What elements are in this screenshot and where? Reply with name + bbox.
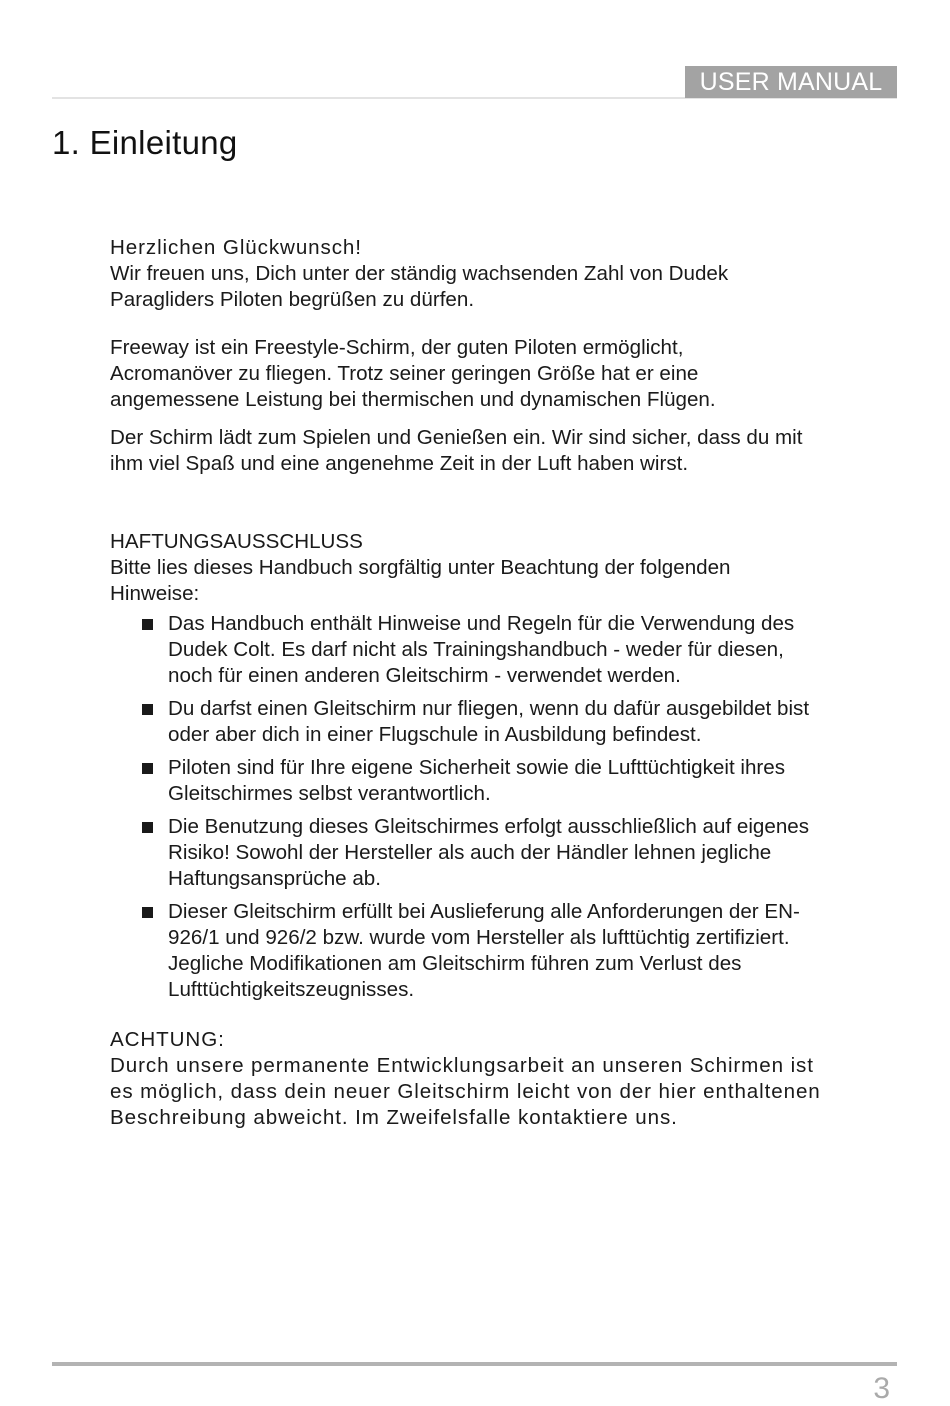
fun-line: Der Schirm lädt zum Spielen und Genießen ein. Wir sind sicher, dass du mit <box>110 426 803 449</box>
page-number: 3 <box>873 1372 890 1405</box>
welcome-paragraph <box>110 235 900 313</box>
square-bullet-icon <box>142 763 153 774</box>
square-bullet-icon <box>142 704 153 715</box>
square-bullet-icon <box>142 822 153 833</box>
fun-paragraph <box>110 425 900 477</box>
list-item-line: Die Benutzung dieses Gleitschirmes erfolgt ausschließlich auf eigenes <box>168 815 810 838</box>
intro-paragraph <box>110 335 900 413</box>
list-item-line: Haftungsansprüche ab. <box>168 867 381 890</box>
intro-line: angemessene Leistung bei thermischen und dynamischen Flügen. <box>110 388 716 411</box>
footer-divider <box>52 1362 897 1366</box>
list-item <box>110 899 900 1003</box>
fun-line: ihm viel Spaß und eine angenehme Zeit in der Luft haben wirst. <box>110 452 689 475</box>
disclaimer-line: Bitte lies dieses Handbuch sorgfältig unter Beachtung der folgenden <box>110 556 731 579</box>
manual-badge: USER MANUAL <box>685 66 897 98</box>
warning-line: Beschreibung abweicht. Im Zweifelsfalle kontaktiere uns. <box>110 1106 678 1129</box>
page-title: 1. Einleitung <box>52 124 238 161</box>
list-item-line: Jegliche Modifikationen am Gleitschirm führen zum Verlust des <box>168 952 742 975</box>
square-bullet-icon <box>142 619 153 630</box>
main-content <box>110 235 900 1131</box>
intro-line: Freeway ist ein Freestyle-Schirm, der guten Piloten ermöglicht, <box>110 336 684 359</box>
disclaimer-paragraph <box>110 529 900 607</box>
list-item <box>110 696 900 748</box>
disclaimer-list <box>110 611 900 1003</box>
list-item-line: Dudek Colt. Es darf nicht als Trainingshandbuch - weder für diesen, <box>168 638 784 661</box>
list-item-line: Lufttüchtigkeitszeugnisses. <box>168 978 415 1001</box>
warning-line: es möglich, dass dein neuer Gleitschirm leicht von der hier enthaltenen <box>110 1080 821 1103</box>
intro-line: Acromanöver zu fliegen. Trotz seiner geringen Größe hat er eine <box>110 362 699 385</box>
list-item <box>110 755 900 807</box>
list-item-line: oder aber dich in einer Flugschule in Ausbildung befindest. <box>168 723 702 746</box>
list-item-line: Dieser Gleitschirm erfüllt bei Auslieferung alle Anforderungen der EN- <box>168 900 800 923</box>
list-item <box>110 814 900 892</box>
list-item-line: Gleitschirmes selbst verantwortlich. <box>168 782 491 805</box>
list-item-line: noch für einen anderen Gleitschirm - verwendet werden. <box>168 664 681 687</box>
welcome-line: Paragliders Piloten begrüßen zu dürfen. <box>110 288 475 311</box>
list-item-line: Risiko! Sowohl der Hersteller als auch der Händler lehnen jegliche <box>168 841 772 864</box>
square-bullet-icon <box>142 907 153 918</box>
warning-paragraph <box>110 1027 900 1131</box>
list-item <box>110 611 900 689</box>
disclaimer-line: Hinweise: <box>110 582 200 605</box>
warning-line: Durch unsere permanente Entwicklungsarbeit an unseren Schirmen ist <box>110 1054 814 1077</box>
disclaimer-heading: HAFTUNGSAUSSCHLUSS <box>110 530 363 553</box>
list-item-line: 926/1 und 926/2 bzw. wurde vom Hersteller als lufttüchtig zertifiziert. <box>168 926 790 949</box>
warning-heading: ACHTUNG: <box>110 1028 225 1051</box>
list-item-line: Piloten sind für Ihre eigene Sicherheit sowie die Lufttüchtigkeit ihres <box>168 756 786 779</box>
welcome-heading: Herzlichen Glückwunsch! <box>110 236 362 259</box>
list-item-line: Das Handbuch enthält Hinweise und Regeln für die Verwendung des <box>168 612 795 635</box>
list-item-line: Du darfst einen Gleitschirm nur fliegen, wenn du dafür ausgebildet bist <box>168 697 810 720</box>
welcome-line: Wir freuen uns, Dich unter der ständig wachsenden Zahl von Dudek <box>110 262 729 285</box>
